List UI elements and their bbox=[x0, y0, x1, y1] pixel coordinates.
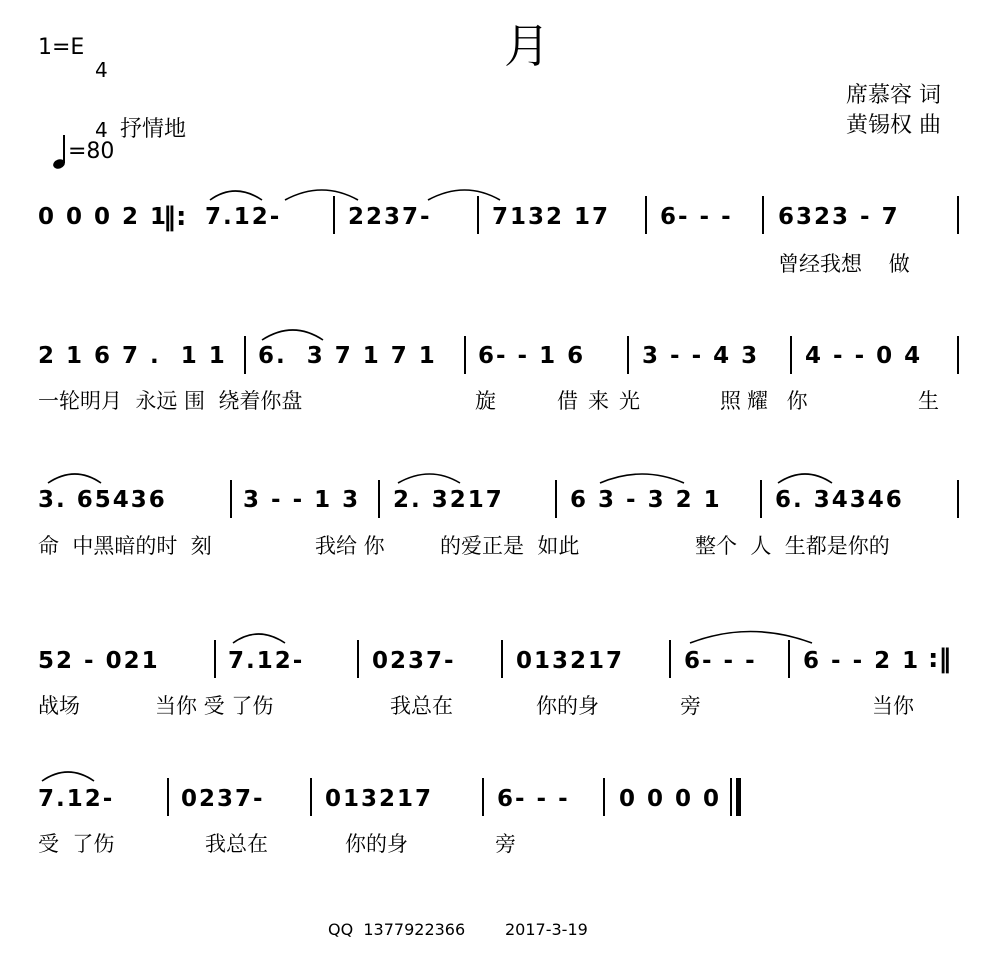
measure: 2237- bbox=[348, 204, 432, 230]
lyrics-line: 命 中黑暗的时 刻 bbox=[38, 534, 212, 558]
barline bbox=[230, 480, 232, 518]
measure: 6- - - bbox=[497, 786, 570, 812]
slur bbox=[285, 190, 358, 200]
measure: 3 - - 1 3 bbox=[243, 487, 361, 513]
barline bbox=[482, 778, 484, 816]
tempo-marking bbox=[38, 108, 114, 171]
lyrics-line: 你的身 bbox=[345, 832, 408, 856]
lyrics-line: 我给 你 bbox=[315, 534, 385, 558]
slur bbox=[778, 474, 832, 483]
lyrics-line: 旁 bbox=[680, 694, 701, 718]
final-barline-thick bbox=[736, 778, 741, 816]
measure: 6 3 - 3 2 1 bbox=[570, 487, 722, 513]
measure: 7.12- bbox=[228, 648, 305, 674]
measure: 7132 17 bbox=[492, 204, 611, 230]
measure: 0 0 0 0 bbox=[619, 786, 722, 812]
slur bbox=[428, 190, 500, 200]
qq-contact: QQ 1377922366 bbox=[328, 920, 466, 939]
measure: 6- - - bbox=[684, 648, 757, 674]
barline bbox=[957, 196, 959, 234]
measure: 2 1 6 7 . 1 1 bbox=[38, 343, 227, 369]
time-signature-bottom: 4 bbox=[95, 118, 108, 142]
measure: 6. 34346 bbox=[775, 487, 904, 513]
barline bbox=[167, 778, 169, 816]
barline bbox=[357, 640, 359, 678]
barline bbox=[957, 336, 959, 374]
lyrics-line: 受 了伤 bbox=[38, 832, 115, 856]
slur bbox=[42, 772, 94, 781]
slur bbox=[398, 474, 460, 483]
slur bbox=[600, 474, 684, 483]
lyrics-line: 当你 受 了伤 bbox=[155, 694, 274, 718]
barline bbox=[760, 480, 762, 518]
slur bbox=[690, 632, 812, 644]
lyrics-line: 的爱正是 如此 bbox=[440, 534, 580, 558]
measure: 2. 3217 bbox=[393, 487, 504, 513]
lyrics-line: 生 bbox=[918, 389, 939, 413]
measure: 0237- bbox=[372, 648, 456, 674]
lyrics-line: 旁 bbox=[495, 832, 516, 856]
slur bbox=[233, 634, 285, 643]
barline bbox=[244, 336, 246, 374]
measure: 013217 bbox=[325, 786, 434, 812]
lyrics-line: 曾经我想 做 bbox=[778, 252, 910, 276]
lyrics-line: 当你 bbox=[872, 694, 914, 718]
composer-credit: 黄锡权 曲 bbox=[846, 113, 941, 138]
slur bbox=[210, 191, 262, 200]
lyrics-line: 照耀 你 bbox=[720, 389, 814, 413]
barline bbox=[669, 640, 671, 678]
expression-mark: 抒情地 bbox=[120, 117, 187, 142]
barline bbox=[790, 336, 792, 374]
barline bbox=[477, 196, 479, 234]
barline bbox=[603, 778, 605, 816]
measure: 3. 65436 bbox=[38, 487, 167, 513]
tempo-value: =80 bbox=[68, 139, 115, 164]
barline bbox=[555, 480, 557, 518]
measure: 013217 bbox=[516, 648, 625, 674]
barline bbox=[627, 336, 629, 374]
lyrics-line: 我总在 bbox=[205, 832, 268, 856]
lyricist-credit: 席慕容 词 bbox=[846, 83, 941, 108]
lyrics-line: 你的身 bbox=[536, 694, 599, 718]
date-stamp: 2017-3-19 bbox=[505, 920, 588, 939]
slur bbox=[48, 474, 101, 483]
barline bbox=[464, 336, 466, 374]
barline bbox=[333, 196, 335, 234]
measure: 6- - 1 6 bbox=[478, 343, 586, 369]
slur bbox=[262, 330, 323, 340]
barline bbox=[378, 480, 380, 518]
lyrics-line: 旋 bbox=[475, 389, 496, 413]
measure-pickup: 0 0 0 2 1 bbox=[38, 204, 169, 230]
barline bbox=[788, 640, 790, 678]
repeat-end: :‖ bbox=[928, 644, 952, 674]
lyrics-line: 战场 bbox=[38, 694, 80, 718]
barline bbox=[310, 778, 312, 816]
measure: 52 - 021 bbox=[38, 648, 160, 674]
barline bbox=[214, 640, 216, 678]
quarter-note-icon bbox=[52, 133, 68, 171]
song-title: 月 bbox=[504, 19, 550, 73]
barline bbox=[957, 480, 959, 518]
measure: 6- - - bbox=[660, 204, 733, 230]
measure: 4 - - 0 4 bbox=[805, 343, 923, 369]
lyrics-line: 整个 人 生都是你的 bbox=[695, 534, 890, 558]
measure: 0237- bbox=[181, 786, 265, 812]
measure: 6. 3 7 1 7 1 bbox=[258, 343, 437, 369]
repeat-start: ‖: bbox=[163, 202, 187, 232]
measure: 7.12- bbox=[38, 786, 115, 812]
lyrics-line: 我总在 bbox=[390, 694, 453, 718]
barline bbox=[501, 640, 503, 678]
measure: 3 - - 4 3 bbox=[642, 343, 760, 369]
time-signature-top: 4 bbox=[95, 58, 108, 82]
measure: 6 - - 2 1 bbox=[803, 648, 921, 674]
key-signature: 1=E bbox=[38, 35, 85, 60]
final-barline-thin bbox=[730, 778, 732, 816]
lyrics-line: 借来光 bbox=[557, 389, 650, 413]
barline bbox=[645, 196, 647, 234]
measure: 6323 - 7 bbox=[778, 204, 900, 230]
measure: 7.12- bbox=[205, 204, 282, 230]
barline bbox=[762, 196, 764, 234]
lyrics-line: 一轮明月 永远 围 绕着你盘 bbox=[38, 389, 303, 413]
